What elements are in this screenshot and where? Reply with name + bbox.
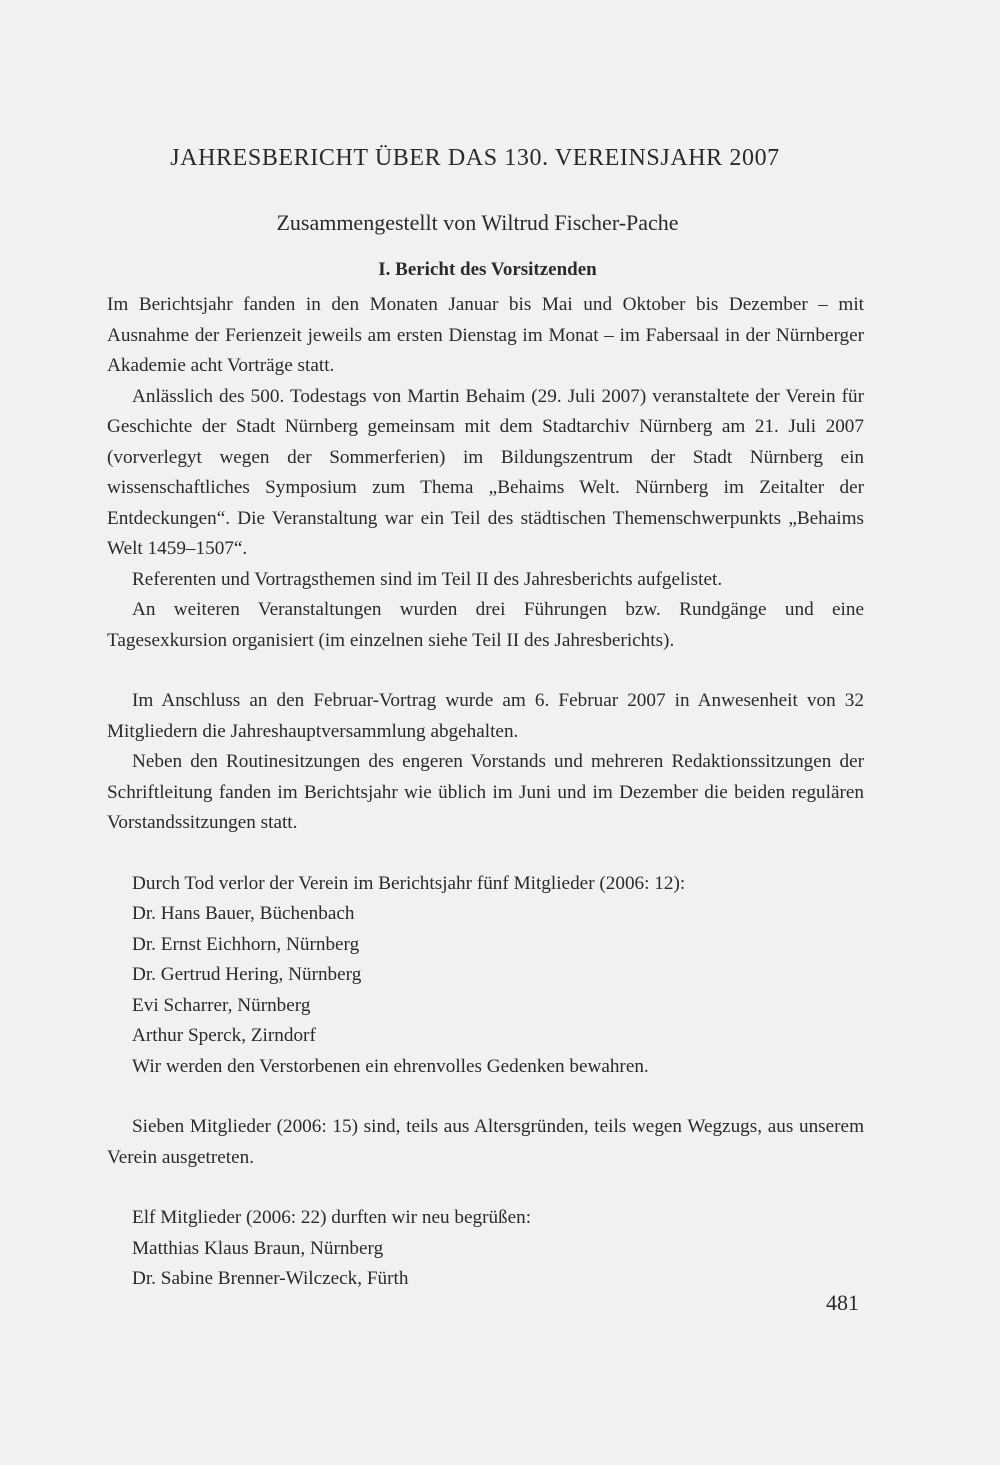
- paragraph: Elf Mitglieder (2006: 22) durften wir neu begrüßen:: [132, 1207, 532, 1228]
- spacer: [107, 839, 864, 869]
- list-item: Dr. Ernst Eichhorn, Nürnberg: [132, 933, 360, 955]
- list-item: Dr. Gertrud Hering, Nürnberg: [132, 964, 362, 985]
- list-item: Evi Scharrer, Nürnberg: [132, 994, 311, 1016]
- list-item: Arthur Sperck, Zirndorf: [132, 1025, 316, 1046]
- paragraph: Im Anschluss an den Februar-Vortrag wurde am 6. Februar 2007 in Anwesenheit von 32 Mitgliedern die Jahreshauptversammlung abgehalten.: [107, 690, 864, 742]
- section-heading: I. Bericht des Vorsitzenden: [378, 259, 597, 280]
- spacer: [107, 1082, 864, 1112]
- paragraph: Wir werden den Verstorbenen ein ehrenvolles Gedenken bewahren.: [132, 1055, 649, 1077]
- report-subtitle: Zusammengestellt von Wiltrud Fischer-Pache: [276, 210, 679, 235]
- spacer: [107, 656, 864, 686]
- paragraph: Anlässlich des 500. Todestags von Martin Behaim (29. Juli 2007) veranstaltete der Verein für Geschichte der Stadt Nürnberg gemeinsam mit dem Stadtarchiv Nürnberg am 21. Juli 2007 (vorverlegyt wegen der Sommerferien) im Bildungszentrum der Stadt Nürnberg ein wissenschaftliches Symposium zum Thema „Behaims Welt. Nürnberg im Zeitalter der Entdeckungen“. Die Veranstaltung war ein Teil des städtischen Themenschwerpunkts „Behaims Welt 1459–1507“.: [107, 385, 864, 559]
- paragraph: Im Berichtsjahr fanden in den Monaten Januar bis Mai und Oktober bis Dezember – mit Ausnahme der Ferienzeit jeweils am ersten Dienstag im Monat – im Fabersaal in der Nürnberger Akademie acht Vorträge statt.: [107, 294, 864, 376]
- paragraph: Sieben Mitglieder (2006: 15) sind, teils aus Altersgründen, teils wegen Wegzugs, aus unserem Verein ausgetreten.: [107, 1116, 864, 1168]
- list-item: Dr. Sabine Brenner-Wilczeck, Fürth: [132, 1268, 409, 1289]
- page-number: 481: [826, 1290, 859, 1315]
- list-item: Matthias Klaus Braun, Nürnberg: [132, 1237, 384, 1259]
- paragraph: Referenten und Vortragsthemen sind im Teil II des Jahresberichts aufgelistet.: [132, 568, 723, 590]
- paragraph: Neben den Routinesitzungen des engeren Vorstands und mehreren Redaktionssitzungen der Schriftleitung fanden im Berichtsjahr wie üblich im Juni und im Dezember die beiden regulären Vorstandssitzungen statt.: [107, 751, 864, 833]
- report-body: [107, 290, 864, 1295]
- list-item: Dr. Hans Bauer, Büchenbach: [132, 903, 355, 924]
- paragraph: An weiteren Veranstaltungen wurden drei Führungen bzw. Rundgänge und eine Tagesexkursion organisiert (im einzelnen siehe Teil II des Jahresberichts).: [107, 599, 864, 651]
- report-title: JAHRESBERICHT ÜBER DAS 130. VEREINSJAHR 2007: [170, 145, 780, 171]
- paragraph: Durch Tod verlor der Verein im Berichtsjahr fünf Mitglieder (2006: 12):: [132, 872, 686, 894]
- spacer: [107, 1173, 864, 1203]
